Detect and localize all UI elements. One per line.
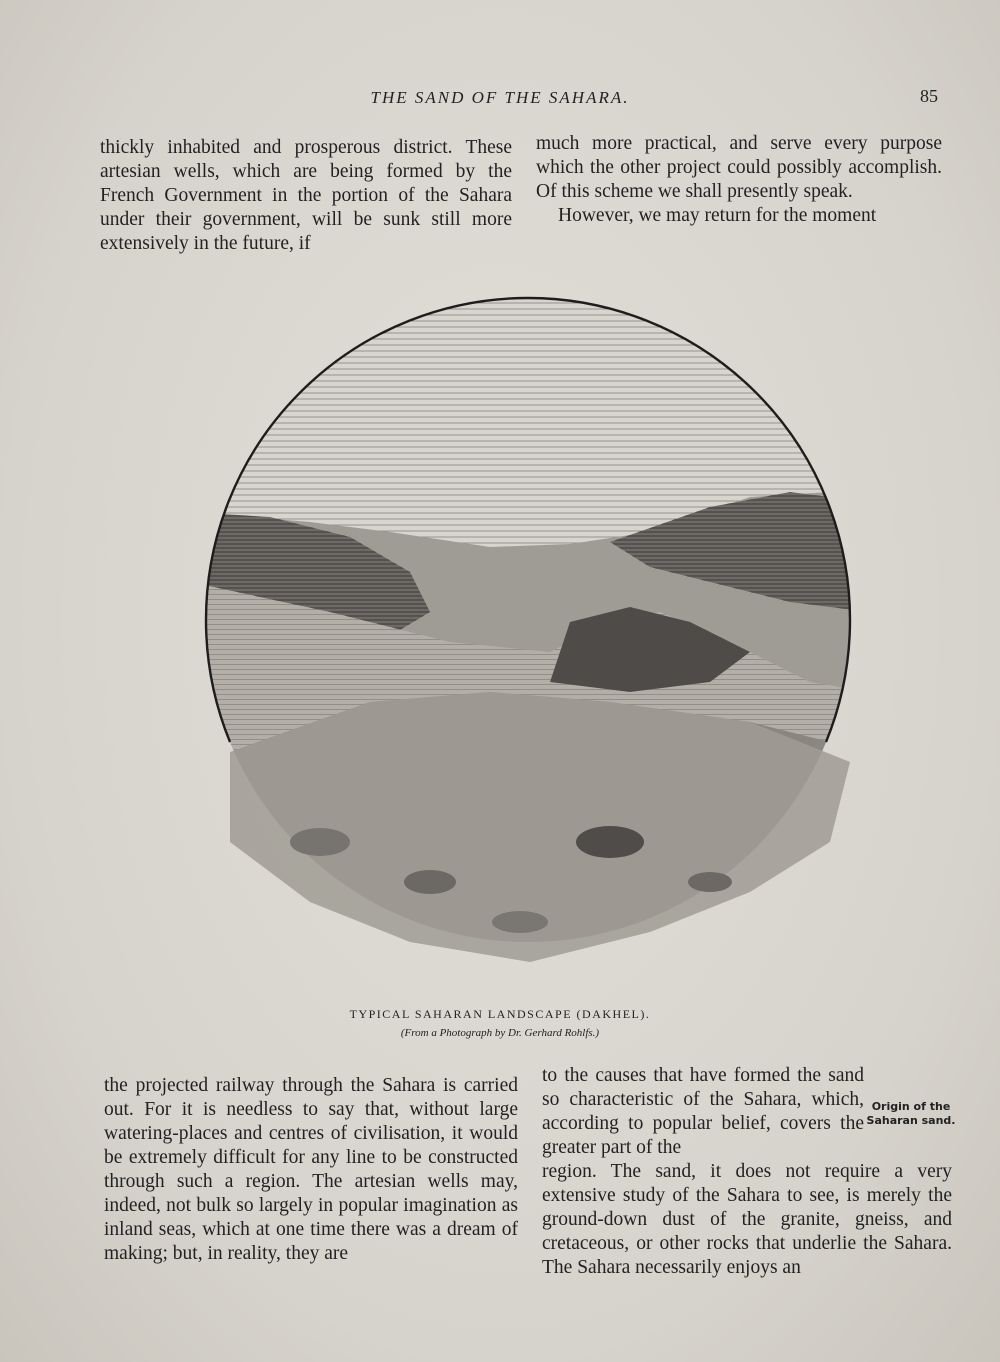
top-right-column — [536, 132, 942, 228]
paragraph-top-right-2: However, we may return for the moment — [558, 205, 877, 226]
margin-note: Origin of the Saharan sand. — [866, 1100, 956, 1127]
paragraph-bottom-right-2: region. The sand, it does not require a very extensive study of the Sahara to see, is merely the ground-down dust of the granite, gneiss, and cretaceous, or other rocks that underlie the Sahara. The Sahara necessarily enjoys an — [542, 1161, 952, 1278]
bottom-left-column — [104, 1074, 518, 1266]
landscape-engraving — [190, 282, 870, 994]
figure-credit: (From a Photograph by Dr. Gerhard Rohlfs.) — [400, 1027, 600, 1039]
paragraph-top-right: much more practical, and serve every purpose which the other project could possibly accomplish. Of this scheme we shall presently speak. — [536, 133, 942, 202]
paragraph-bottom-right: to the causes that have formed the sand so characteristic of the Sahara, which, according to popular belief, covers the greater part of the — [542, 1065, 864, 1158]
paragraph-bottom-left: the projected railway through the Sahara is carried out. For it is needless to say that, without large watering-places and centres of civilisation, it would be extremely difficult for any line to be constructed through such a region. The artesian wells may, indeed, not bulk so largely in popular imagination as inland seas, which at one time there was a dream of making; but, in reality, they are — [104, 1075, 518, 1264]
bottom-right-column-narrow — [542, 1064, 864, 1160]
page-number: 85 — [920, 86, 938, 106]
paragraph-top-left: thickly inhabited and prosperous district. These artesian wells, which are being formed by the French Government in the portion of the Sahara under their government, will be sunk still more extensively in the future, if — [100, 137, 512, 254]
top-left-column — [100, 136, 512, 256]
figure-caption: TYPICAL SAHARAN LANDSCAPE (DAKHEL). — [349, 1007, 651, 1021]
running-header: THE SAND OF THE SAHARA. — [370, 88, 630, 107]
bottom-right-column — [542, 1160, 952, 1280]
